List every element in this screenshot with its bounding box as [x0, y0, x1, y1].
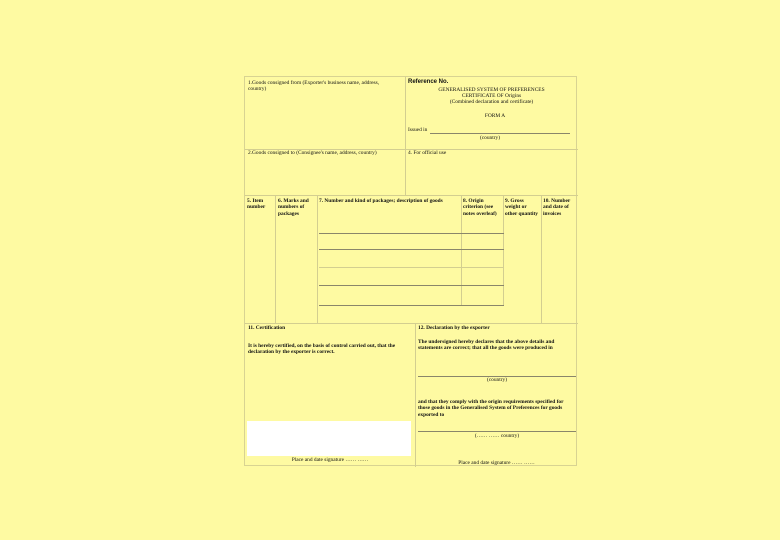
- col6-header: 6. Marks and numbers of packages: [278, 198, 309, 217]
- col7-header: 7. Number and kind of packages; description of goods: [319, 198, 443, 204]
- box12-text1: The undersigned hereby declares that the above details and statements are correct; that all the goods were produced in: [418, 339, 555, 352]
- col9-header: 9. Gross weight or other quantity: [505, 198, 538, 217]
- reference-label: Reference No.: [408, 79, 449, 85]
- box12-signature: Place and date signature …… ……: [458, 460, 535, 466]
- col5-header: 5. Item number: [247, 198, 266, 211]
- box12-label: 12. Declaration by the exporter: [418, 325, 490, 331]
- certificate-title: CERTIFICATE OF Origins: [461, 93, 522, 99]
- col-divider-7: [461, 195, 462, 305]
- col-divider-8: [503, 195, 504, 305]
- box11-text: It is hereby certified, on the basis of control carried out, that the declaration by the exporter is correct.: [248, 343, 396, 356]
- col-divider-9: [541, 195, 542, 323]
- exported-to-line: [418, 431, 576, 432]
- goods-line-2: [319, 249, 504, 250]
- official-stamp-area: [247, 421, 411, 456]
- certificate-form: [244, 76, 577, 466]
- box1-label: 1.Goods consigned from (Exporter's business name, address, country): [248, 80, 380, 93]
- divider-v2: [405, 149, 406, 195]
- issued-in-label: Issued in: [408, 127, 428, 133]
- col-divider-5: [275, 195, 276, 323]
- goods-line-3: [319, 267, 504, 268]
- certificate-subtitle: (Combined declaration and certificate): [449, 99, 534, 105]
- rule-row3: [245, 323, 578, 324]
- box11-label: 11. Certification: [248, 325, 286, 331]
- box12-country2: (…… …… country): [474, 433, 520, 439]
- scheme-title: GENERALISED SYSTEM OF PREFERENCES: [438, 87, 545, 93]
- box12-country1: (country): [486, 377, 508, 383]
- box12-text2: and that they comply with the origin requirements specified for those goods in the Generalised System of Preferences for goods exported to: [418, 399, 564, 418]
- divider-v3: [415, 323, 416, 467]
- issued-country-hint: (country): [479, 135, 501, 141]
- issued-in-line: [430, 133, 570, 134]
- box11-signature: Place and date signature …… ……: [291, 457, 369, 463]
- col-divider-6: [317, 195, 318, 323]
- col10-header: 10. Number and date of invoices: [543, 198, 571, 217]
- box4-label: 4. For official use: [408, 150, 447, 156]
- col8-header: 8. Origin criterion (see notes overleaf): [463, 198, 497, 217]
- goods-line-4: [319, 285, 504, 286]
- form-name: FORM A: [484, 113, 506, 119]
- box2-label: 2.Goods consigned to (Consignee's name, address, country): [248, 150, 377, 156]
- goods-line-1: [319, 233, 504, 234]
- goods-line-5: [319, 305, 504, 306]
- rule-row2: [245, 195, 578, 196]
